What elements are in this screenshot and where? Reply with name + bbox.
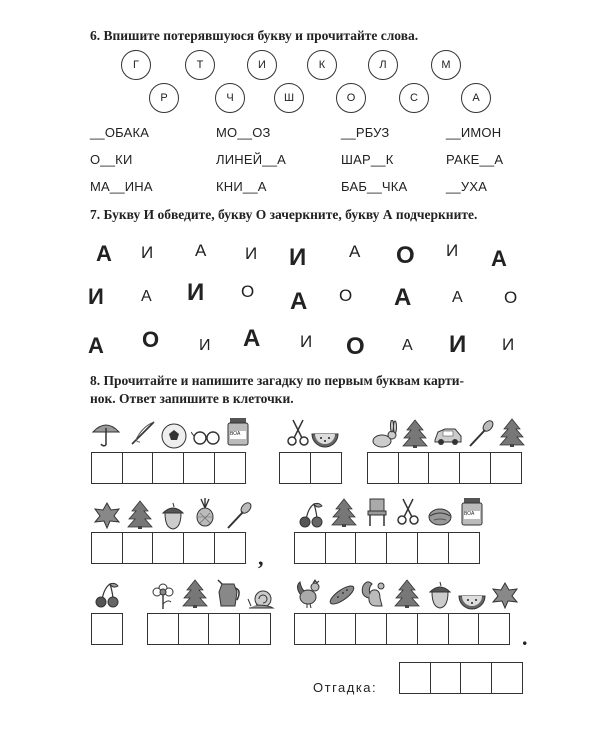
cherries-icon — [296, 500, 326, 530]
letter-glyph[interactable]: А — [452, 289, 463, 306]
letter-cell[interactable] — [448, 532, 480, 564]
letter-circle[interactable]: Л — [368, 50, 398, 80]
flower-icon — [148, 580, 178, 610]
letter-circle[interactable]: С — [399, 83, 429, 113]
letter-cell[interactable] — [183, 452, 215, 484]
answer-cells-word-4 — [91, 532, 246, 564]
word-item[interactable]: __ИМОН — [446, 125, 502, 140]
letter-glyph[interactable]: О — [346, 333, 365, 360]
jug-icon — [213, 578, 243, 608]
cherries-icon — [92, 580, 122, 610]
letter-cell[interactable] — [398, 452, 430, 484]
word-item[interactable]: КНИ__А — [216, 179, 267, 194]
chair-icon — [362, 497, 392, 527]
letter-glyph[interactable]: О — [339, 286, 353, 305]
word-item[interactable]: ЛИНЕЙ__А — [216, 152, 287, 167]
letter-glyph[interactable]: И — [88, 284, 104, 309]
letter-cell[interactable] — [239, 613, 271, 645]
tree-icon — [392, 578, 422, 608]
letter-glyph[interactable]: И — [289, 244, 307, 271]
umbrella-icon — [91, 418, 121, 448]
letter-glyph[interactable]: А — [402, 337, 413, 354]
task6-title: 6. Впишите потерявшуюся букву и прочитайте слова. — [90, 28, 419, 43]
word-item[interactable]: __РБУЗ — [341, 125, 390, 140]
letter-cell[interactable] — [294, 532, 326, 564]
task8-title-line1: 8. Прочитайте и напишите загадку по первым буквам карти- — [90, 373, 464, 388]
letter-cell[interactable] — [183, 532, 215, 564]
letter-glyph[interactable]: О — [396, 242, 415, 269]
letter-circle[interactable]: М — [431, 50, 461, 80]
pineapple-icon — [190, 497, 220, 527]
letter-cell[interactable] — [152, 532, 184, 564]
answer-label: Отгадка: — [313, 680, 378, 695]
letter-cell[interactable] — [478, 613, 510, 645]
letter-cell[interactable] — [417, 613, 449, 645]
ball-icon — [159, 421, 189, 451]
letter-glyph[interactable]: И — [300, 332, 313, 351]
answer-cells-solution — [399, 662, 523, 694]
tree-icon — [180, 578, 210, 608]
letter-glyph[interactable]: И — [446, 241, 459, 260]
tree-icon — [329, 497, 359, 527]
letter-glyph[interactable]: А — [491, 246, 507, 271]
word-item[interactable]: __УХА — [446, 179, 488, 194]
letter-cell[interactable] — [386, 532, 418, 564]
letter-cell[interactable] — [122, 452, 154, 484]
watermelon-icon — [310, 420, 340, 450]
letter-cell[interactable] — [152, 452, 184, 484]
letter-cell[interactable] — [417, 532, 449, 564]
letter-glyph[interactable]: И — [449, 331, 467, 358]
letter-cell[interactable] — [91, 452, 123, 484]
rooster-icon — [295, 578, 325, 608]
car-icon — [433, 420, 463, 450]
tree-icon — [125, 499, 155, 529]
letter-cell[interactable] — [325, 613, 357, 645]
letter-glyph[interactable]: И — [199, 337, 211, 354]
letter-glyph[interactable]: А — [243, 325, 261, 352]
letter-glyph[interactable]: И — [187, 279, 205, 306]
letter-cell[interactable] — [214, 452, 246, 484]
letter-cell[interactable] — [355, 613, 387, 645]
letter-glyph[interactable]: И — [245, 244, 258, 263]
snail-icon — [246, 582, 276, 612]
letter-circle[interactable]: Т — [185, 50, 215, 80]
task7-title: 7. Букву И обведите, букву О зачеркните, букву А подчеркните. — [90, 207, 478, 222]
letter-circle[interactable]: Р — [149, 83, 179, 113]
spoon-icon — [224, 500, 254, 530]
letter-circle[interactable]: Ч — [215, 83, 245, 113]
nut-icon — [425, 500, 455, 530]
letter-glyph[interactable]: А — [96, 241, 112, 266]
letter-cell[interactable] — [91, 532, 123, 564]
letter-cell[interactable] — [399, 662, 431, 694]
answer-cells-word-7 — [147, 613, 271, 645]
glasses-icon — [191, 421, 221, 451]
letter-glyph[interactable]: О — [142, 327, 160, 352]
answer-cells-word-8 — [294, 613, 510, 645]
letter-cell[interactable] — [460, 662, 492, 694]
tree-icon — [497, 417, 527, 447]
letter-cell[interactable] — [214, 532, 246, 564]
letter-cell[interactable] — [448, 613, 480, 645]
jar-label: ВОА — [464, 511, 475, 517]
leaf-icon — [490, 580, 520, 610]
word-item[interactable]: ШАР__К — [341, 152, 394, 167]
cucumber-icon — [327, 580, 357, 610]
watermelon-icon — [457, 582, 487, 612]
answer-cells-word-3 — [367, 452, 522, 484]
letter-glyph[interactable]: А — [195, 241, 207, 260]
hare-icon — [368, 420, 398, 450]
tree-icon — [400, 418, 430, 448]
letter-cell[interactable] — [310, 452, 342, 484]
letter-cell[interactable] — [178, 613, 210, 645]
letter-cell[interactable] — [428, 452, 460, 484]
letter-cell[interactable] — [147, 613, 179, 645]
answer-cells-word-6 — [91, 613, 123, 645]
letter-circle[interactable]: К — [307, 50, 337, 80]
letter-glyph[interactable]: А — [349, 242, 361, 261]
spoon-icon — [466, 418, 496, 448]
letter-glyph[interactable]: О — [241, 282, 255, 301]
comma-mark: , — [258, 545, 264, 570]
letter-cell[interactable] — [459, 452, 491, 484]
leaf-icon — [92, 500, 122, 530]
letter-cell[interactable] — [91, 613, 123, 645]
letter-cell[interactable] — [294, 613, 326, 645]
letter-glyph[interactable]: А — [290, 288, 308, 315]
jar-icon — [457, 496, 487, 526]
word-item[interactable]: РАКЕ__А — [446, 152, 504, 167]
letter-circle[interactable]: Г — [121, 50, 151, 80]
word-item[interactable]: О__КИ — [90, 152, 133, 167]
needle-icon — [128, 418, 158, 448]
letter-cell[interactable] — [430, 662, 462, 694]
letter-glyph[interactable]: А — [141, 288, 152, 305]
acorn-icon — [425, 580, 455, 610]
task8-title-line2: нок. Ответ запишите в клеточки. — [90, 391, 294, 406]
letter-cell[interactable] — [325, 532, 357, 564]
letter-glyph[interactable]: А — [88, 333, 104, 358]
letter-glyph[interactable]: А — [394, 284, 412, 311]
scissors-icon — [393, 497, 423, 527]
letter-cell[interactable] — [208, 613, 240, 645]
squirrel-icon — [360, 578, 390, 608]
letter-circle[interactable]: О — [336, 83, 366, 113]
letter-cell[interactable] — [386, 613, 418, 645]
answer-cells-word-2 — [279, 452, 342, 484]
word-item[interactable]: МА__ИНА — [90, 179, 153, 194]
scissors-icon — [283, 418, 313, 448]
answer-cells-word-1 — [91, 452, 246, 484]
letter-cell[interactable] — [355, 532, 387, 564]
answer-cells-word-5 — [294, 532, 480, 564]
letter-cell[interactable] — [491, 662, 523, 694]
jar-icon — [223, 416, 253, 446]
letter-glyph[interactable]: И — [502, 335, 515, 354]
letter-circle[interactable]: А — [461, 83, 491, 113]
period-mark: . — [522, 625, 528, 650]
letter-cell[interactable] — [279, 452, 311, 484]
letter-cell[interactable] — [367, 452, 399, 484]
jar-label: ВОА — [230, 431, 241, 437]
letter-glyph[interactable]: И — [141, 243, 154, 262]
letter-circle[interactable]: Ш — [274, 83, 304, 113]
letter-cell[interactable] — [122, 532, 154, 564]
letter-glyph[interactable]: О — [504, 288, 518, 307]
acorn-icon — [158, 501, 188, 531]
letter-cell[interactable] — [490, 452, 522, 484]
word-item[interactable]: МО__ОЗ — [216, 125, 271, 140]
letter-circle[interactable]: И — [247, 50, 277, 80]
word-item[interactable]: __ОБАКА — [90, 125, 150, 140]
word-item[interactable]: БАБ__ЧКА — [341, 179, 408, 194]
